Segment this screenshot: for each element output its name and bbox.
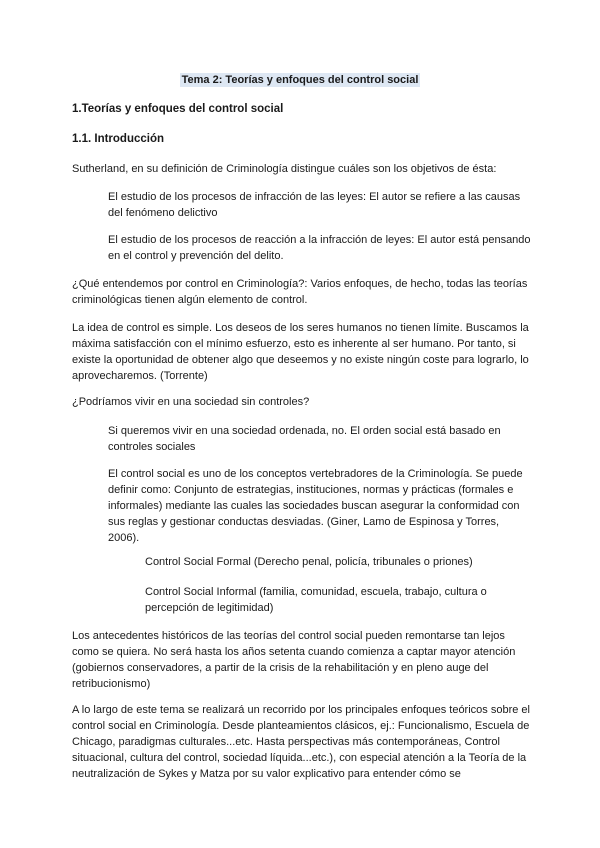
paragraph-theme-overview: A lo largo de este tema se realizará un recorrido por los principales enfoques teóricos sobre el control social en Criminología. Desde planteamientos clásicos, ej.: Funcionalismo, Escuela de Chicago, paradigmas culturales...etc. Hasta perspectivas más contemporáneas, Control situacional, cultura del control, sociedad líquida...etc.), con especial atención a la Teoría de la neutralización de Sykes y Matza por su valor explicativo para entender cómo se <box>72 704 530 780</box>
subsection-heading: 1.1. Introducción <box>72 133 165 145</box>
paragraph-objective-2: El estudio de los procesos de reacción a la infracción de leyes: El autor está pensando en el control y prevención del delito. <box>108 234 531 262</box>
paragraph-social-control-definition: El control social es uno de los conceptos vertebradores de la Criminología. Se puede definir como: Conjunto de estrategias, instituciones, normas y prácticas (formales e informales) mediante las cuales las sociedades buscan asegurar la conformidad con sus reglas y gestionar conductas desviadas. (Giner, Lamo de Espinosa y Torres, 2006). <box>108 468 523 544</box>
paragraph-formal-control: Control Social Formal (Derecho penal, policía, tribunales o priones) <box>145 556 473 568</box>
paragraph-informal-control: Control Social Informal (familia, comunidad, escuela, trabajo, cultura o percepción de legitimidad) <box>145 586 487 614</box>
document-title: Tema 2: Teorías y enfoques del control social <box>181 74 419 86</box>
title-row <box>0 72 600 88</box>
section-heading: 1.Teorías y enfoques del control social <box>72 103 284 115</box>
paragraph-question-society: ¿Podríamos vivir en una sociedad sin controles? <box>72 396 310 408</box>
paragraph-objective-1: El estudio de los procesos de infracción de las leyes: El autor se refiere a las causas del fenómeno delictivo <box>108 191 521 219</box>
paragraph-question-control: ¿Qué entendemos por control en Criminología?: Varios enfoques, de hecho, todas las teorías criminológicas tienen algún elemento de control. <box>72 278 528 306</box>
paragraph-historical-background: Los antecedentes históricos de las teorías del control social pueden remontarse tan lejos como se quiera. No será hasta los años setenta cuando comienza a captar mayor atención (gobiernos conservadores, a partir de la crisis de la rehabilitación y en pleno auge del retribucionismo) <box>72 630 516 690</box>
paragraph-sutherland: Sutherland, en su definición de Criminología distingue cuáles son los objetivos de ésta: <box>72 163 497 175</box>
paragraph-ordered-society: Si queremos vivir en una sociedad ordenada, no. El orden social está basado en controles sociales <box>108 425 501 453</box>
paragraph-idea-control: La idea de control es simple. Los deseos de los seres humanos no tienen límite. Buscamos la máxima satisfacción con el mínimo esfuerzo, esto es inherente al ser humano. Por tanto, si existe la oportunidad de obtener algo que deseemos y no existe ningún coste para lograrlo, lo aprovecharemos. (Torrente) <box>72 322 529 382</box>
